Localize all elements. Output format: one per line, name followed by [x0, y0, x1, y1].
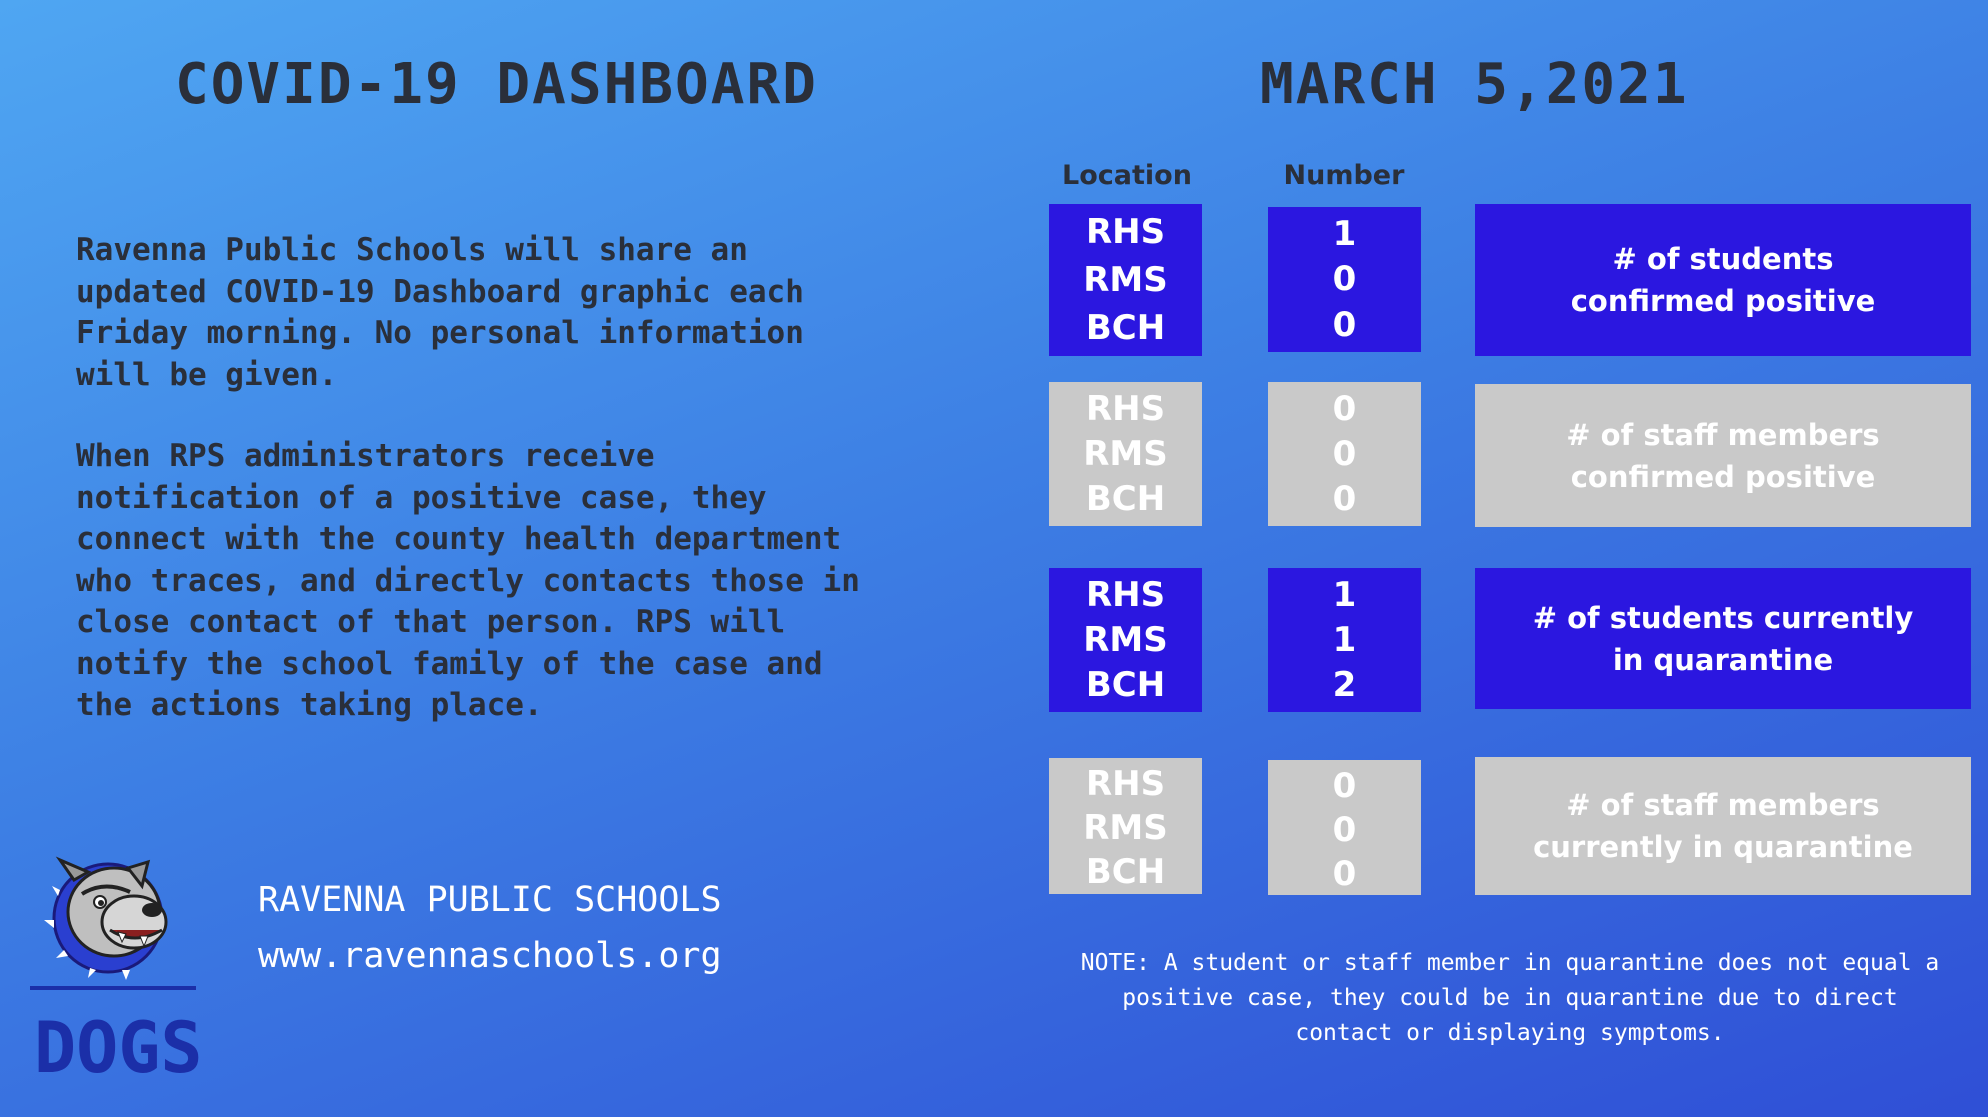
- count-value: 0: [1332, 810, 1357, 850]
- location-label: BCH: [1085, 479, 1166, 520]
- group-2-numbers: [1268, 382, 1421, 526]
- location-label: RHS: [1085, 764, 1166, 804]
- count-value: 0: [1332, 433, 1357, 474]
- location-label: RHS: [1085, 574, 1166, 615]
- number-column-header: Number: [1283, 160, 1405, 191]
- dashboard-title: COVID-19 DASHBOARD: [175, 52, 818, 117]
- intro-paragraph-2: When RPS administrators receive notification of a positive case, they connect with the county health department who traces, and directly contacts those in close contact of that person. RPS will notify the school family of the case and the actions taking place.: [76, 438, 860, 723]
- location-label: BCH: [1085, 308, 1166, 348]
- intro-paragraph-1: Ravenna Public Schools will share an updated COVID-19 Dashboard graphic each Friday morning. No personal information will be given.: [76, 232, 804, 393]
- location-label: RMS: [1083, 808, 1168, 848]
- count-value: 0: [1332, 854, 1357, 894]
- dashboard-date: MARCH 5,2021: [1260, 52, 1689, 117]
- location-label: BCH: [1085, 665, 1166, 706]
- location-label: BCH: [1085, 852, 1166, 892]
- location-label: RMS: [1083, 619, 1168, 660]
- location-column-header: Location: [1062, 160, 1192, 191]
- school-website-link[interactable]: www.ravennaschools.org: [258, 936, 722, 976]
- count-value: 2: [1332, 665, 1357, 706]
- count-value: 1: [1332, 213, 1357, 254]
- group-2-locations: [1049, 382, 1202, 526]
- bulldog-mascot-icon: [30, 850, 200, 1100]
- count-value: 0: [1332, 388, 1357, 429]
- description-text: # of students confirmed positive: [1570, 242, 1876, 318]
- group-1-description: [1475, 204, 1971, 356]
- count-value: 0: [1332, 305, 1357, 346]
- description-text: # of staff members confirmed positive: [1566, 417, 1880, 494]
- group-3-locations: [1049, 568, 1202, 712]
- description-text: # of staff members currently in quarantine: [1533, 788, 1913, 864]
- group-4-numbers: [1268, 760, 1421, 895]
- quarantine-note: NOTE: A student or staff member in quarantine does not equal a positive case, they could be in quarantine due to direct contact or displaying symptoms.: [1080, 950, 1940, 1046]
- group-4-locations: [1049, 758, 1202, 894]
- logo-wordmark: DOGS: [34, 1007, 200, 1089]
- group-1-locations: [1049, 204, 1202, 356]
- count-value: 0: [1332, 259, 1357, 300]
- count-value: 0: [1332, 766, 1357, 806]
- group-3-description: [1475, 568, 1971, 709]
- group-3-numbers: [1268, 568, 1421, 712]
- count-value: 0: [1332, 479, 1357, 520]
- location-label: RHS: [1085, 388, 1166, 429]
- bulldog-logo: [30, 850, 200, 1104]
- count-value: 1: [1332, 619, 1357, 660]
- location-label: RHS: [1085, 212, 1166, 252]
- count-value: 1: [1332, 574, 1357, 615]
- location-label: RMS: [1083, 433, 1168, 474]
- group-1-numbers: [1268, 207, 1421, 352]
- school-name: RAVENNA PUBLIC SCHOOLS: [258, 880, 722, 920]
- location-label: RMS: [1083, 260, 1168, 300]
- group-4-description: [1475, 757, 1971, 895]
- description-text: # of students currently in quarantine: [1532, 600, 1914, 677]
- group-2-description: [1475, 384, 1971, 527]
